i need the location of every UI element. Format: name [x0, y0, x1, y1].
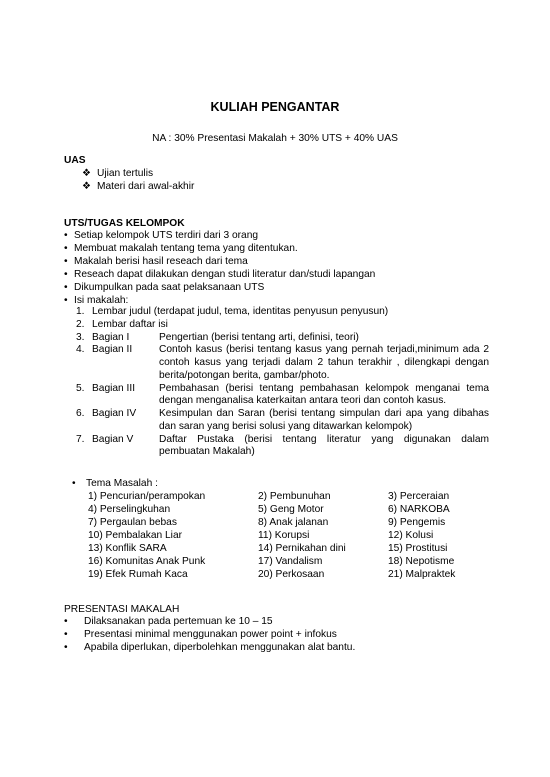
numbered-item: 7. Bagian V Daftar Pustaka (berisi tentang literatur yang digunakan dalam pembuatan Makalah): [76, 433, 489, 458]
presentasi-list: [64, 616, 355, 655]
uts-heading: UTS/TUGAS KELOMPOK: [64, 218, 185, 229]
makalah-contents-list: [76, 306, 489, 459]
list-item: • Dilaksanakan pada pertemuan ke 10 – 15: [64, 616, 273, 627]
page-title: KULIAH PENGANTAR: [210, 100, 340, 114]
bullet-icon: •: [64, 256, 68, 267]
bullet-icon: •: [64, 629, 68, 640]
uas-list: [82, 168, 194, 194]
bullet-icon: •: [64, 230, 68, 241]
presentasi-heading: PRESENTASI MAKALAH: [64, 604, 180, 615]
list-item: ❖ Materi dari awal-akhir: [82, 181, 195, 192]
numbered-item: 6. Bagian IV Kesimpulan dan Saran (berisi tentang simpulan dari apa yang dibahas dan saran yang berisi solusi yang ditawarkan kelompok): [76, 408, 489, 432]
list-item: • Makalah berisi hasil reseach dari tema: [64, 256, 248, 267]
bullet-icon: •: [64, 295, 68, 306]
uas-heading: UAS: [64, 155, 86, 166]
numbered-item: 3. Bagian I Pengertian (berisi tentang arti, definisi, teori): [76, 331, 359, 343]
diamond-bullet-icon: ❖: [82, 181, 92, 192]
list-item: • Isi makalah:: [64, 295, 129, 306]
diamond-bullet-icon: ❖: [82, 168, 92, 179]
bullet-icon: •: [72, 478, 76, 489]
list-item: ❖ Ujian tertulis: [82, 168, 154, 179]
document-page: KULIAH PENGANTAR NA : 30% Presentasi Makalah + 30% UTS + 40% UAS UAS ❖ Ujian tertulis ❖ Materi dari awal-akhir UTS/TUGAS KELOMPOK • Setiap kelompok UTS terdiri dari 3 orang • Membuat makalah tentang tema yang ditentukan. • Makalah berisi hasil reseach dari tema • Reseach dapat dilakukan dengan studi literatur dan/studi lapangan • Dikumpulkan pada saat pelaksanaan UTS • Isi makalah: 1. Lembar judul (terdapat judul, tema, identitas penyusun penyusun) 2. Lembar daftar isi 3. Bagian I Pengertian (berisi tentang arti, definisi, teori) 4. Bagian II Contoh kasus (berisi tentang kasus yang pernah terjadi,minimum ada 2 contoh kasus yang terjadi dalam 2 tahun terakhir , dilengkapi dengan berita/potongan berita, gambar/photo. 5. Bagian III Pembahasan (berisi tentang pembahasan kelompok menganai tema dengan menganalisa katerkaitan antara teori dan contoh kasus. 6. Bagian IV Kesimpulan dan Saran (berisi tentang simpulan dari apa yang dibahas dan saran yang berisi solusi yang ditawarkan kelompok) 7. Bagian V Daftar Pustaka (berisi tentang literatur yang digunakan dalam pembuatan Makalah) • Tema Masalah : 1) Pencurian/perampokan 2) Pembunuhan 3) Perceraian 4) Perselingkuhan 5) Geng Motor 6) NARKOBA 7) Pergaulan bebas 8) Anak jalanan 9) Pengemis 10) Pembalakan Liar 11) Korupsi 12) Kolusi 13) Konflik SARA 14) Pernikahan dini 15) Prostitusi 16) Komunitas Anak Punk 17) Vandalism 18) Nepotisme 19) Efek Rumah Kaca 20) Perkosaan 21) Malpraktek PRESENTASI MAKALAH • Dilaksanakan pada pertemuan ke 10 – 15 • Presentasi minimal menggunakan power point + infokus • Apabila diperlukan, diperbolehkan menggunakan alat bantu.: [0, 0, 550, 777]
grading-formula: NA : 30% Presentasi Makalah + 30% UTS + 40% UAS: [152, 133, 398, 144]
numbered-item: 4. Bagian II Contoh kasus (berisi tentang kasus yang pernah terjadi,minimum ada 2 contoh kasus yang terjadi dalam 2 tahun terakhir , dilengkapi dengan berita/potongan berita, gambar/photo.: [76, 344, 489, 381]
bullet-icon: •: [64, 616, 68, 627]
tema-heading: • Tema Masalah :: [72, 478, 158, 489]
bullet-icon: •: [64, 642, 68, 653]
numbered-item: 2. Lembar daftar isi: [76, 318, 168, 330]
bullet-icon: •: [64, 269, 68, 280]
list-item: • Presentasi minimal menggunakan power point + infokus: [64, 629, 337, 640]
list-item: • Setiap kelompok UTS terdiri dari 3 orang: [64, 230, 259, 241]
list-item: • Reseach dapat dilakukan dengan studi literatur dan/studi lapangan: [64, 269, 376, 280]
bullet-icon: •: [64, 243, 68, 254]
uts-bullet-list: [64, 230, 375, 308]
list-item: • Apabila diperlukan, diperbolehkan menggunakan alat bantu.: [64, 642, 356, 653]
numbered-item: 1. Lembar judul (terdapat judul, tema, identitas penyusun penyusun): [76, 306, 389, 317]
list-item: • Dikumpulkan pada saat pelaksanaan UTS: [64, 282, 265, 293]
numbered-item: 5. Bagian III Pembahasan (berisi tentang pembahasan kelompok menganai tema dengan menganalisa katerkaitan antara teori dan contoh kasus.: [76, 382, 489, 407]
list-item: • Membuat makalah tentang tema yang ditentukan.: [64, 243, 298, 254]
bullet-icon: •: [64, 282, 68, 293]
